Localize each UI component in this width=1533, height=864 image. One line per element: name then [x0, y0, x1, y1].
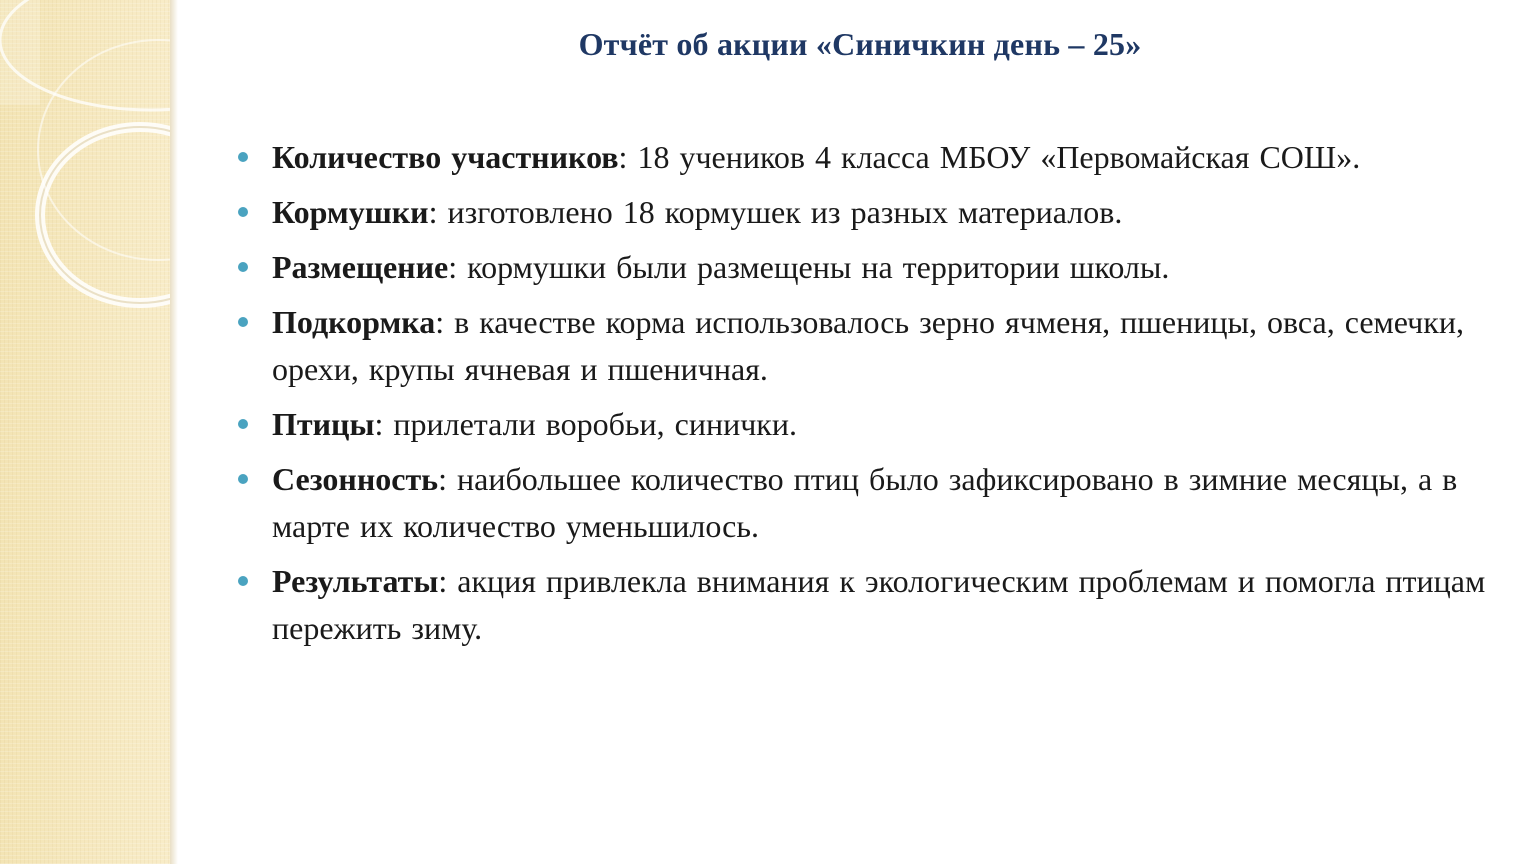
- bullet-item-participants: [236, 134, 1496, 181]
- side-band-edge: [170, 0, 178, 864]
- bullet-dot-icon: [238, 262, 248, 272]
- slide-title: Отчёт об акции «Синичкин день – 25»: [578, 26, 1142, 62]
- decorative-side-band: [0, 0, 170, 864]
- bullet-term: Сезонность: [272, 461, 439, 497]
- bullet-item-results: [236, 558, 1496, 652]
- bullet-dot-icon: [238, 152, 248, 162]
- bullet-term: Результаты: [272, 563, 439, 599]
- bullet-term: Кормушки: [272, 194, 429, 230]
- bullet-item-placement: [236, 244, 1496, 291]
- bullet-text: : акция привлекла внимания к экологическим проблемам и помогла птицам пережить зиму.: [272, 563, 1486, 646]
- bullet-text: : кормушки были размещены на территории школы.: [448, 249, 1170, 285]
- bullet-term: Размещение: [272, 249, 449, 285]
- bullet-item-birds: [236, 401, 1496, 448]
- decorative-rings: [0, 0, 170, 864]
- bullet-item-seasonality: [236, 456, 1496, 550]
- bullet-item-feeders: [236, 189, 1496, 236]
- bullet-dot-icon: [238, 576, 248, 586]
- bullet-text: : наибольшее количество птиц было зафиксировано в зимние месяцы, а в марте их количество уменьшилось.: [272, 461, 1458, 544]
- bullet-term: Птицы: [272, 406, 375, 442]
- bullet-text: : 18 учеников 4 класса МБОУ «Первомайская СОШ».: [618, 139, 1361, 175]
- bullet-dot-icon: [238, 419, 248, 429]
- bullet-list: [236, 134, 1496, 660]
- bullet-text: : прилетали воробьи, синички.: [374, 406, 797, 442]
- bullet-text: : в качестве корма использовалось зерно ячменя, пшеницы, овса, семечки, орехи, крупы ячневая и пшеничная.: [272, 304, 1464, 387]
- bullet-item-feeding: [236, 299, 1496, 393]
- bullet-dot-icon: [238, 317, 248, 327]
- bullet-text: : изготовлено 18 кормушек из разных материалов.: [428, 194, 1123, 230]
- bullet-dot-icon: [238, 474, 248, 484]
- bullet-dot-icon: [238, 207, 248, 217]
- bullet-term: Количество участников: [272, 139, 619, 175]
- bullet-term: Подкормка: [272, 304, 436, 340]
